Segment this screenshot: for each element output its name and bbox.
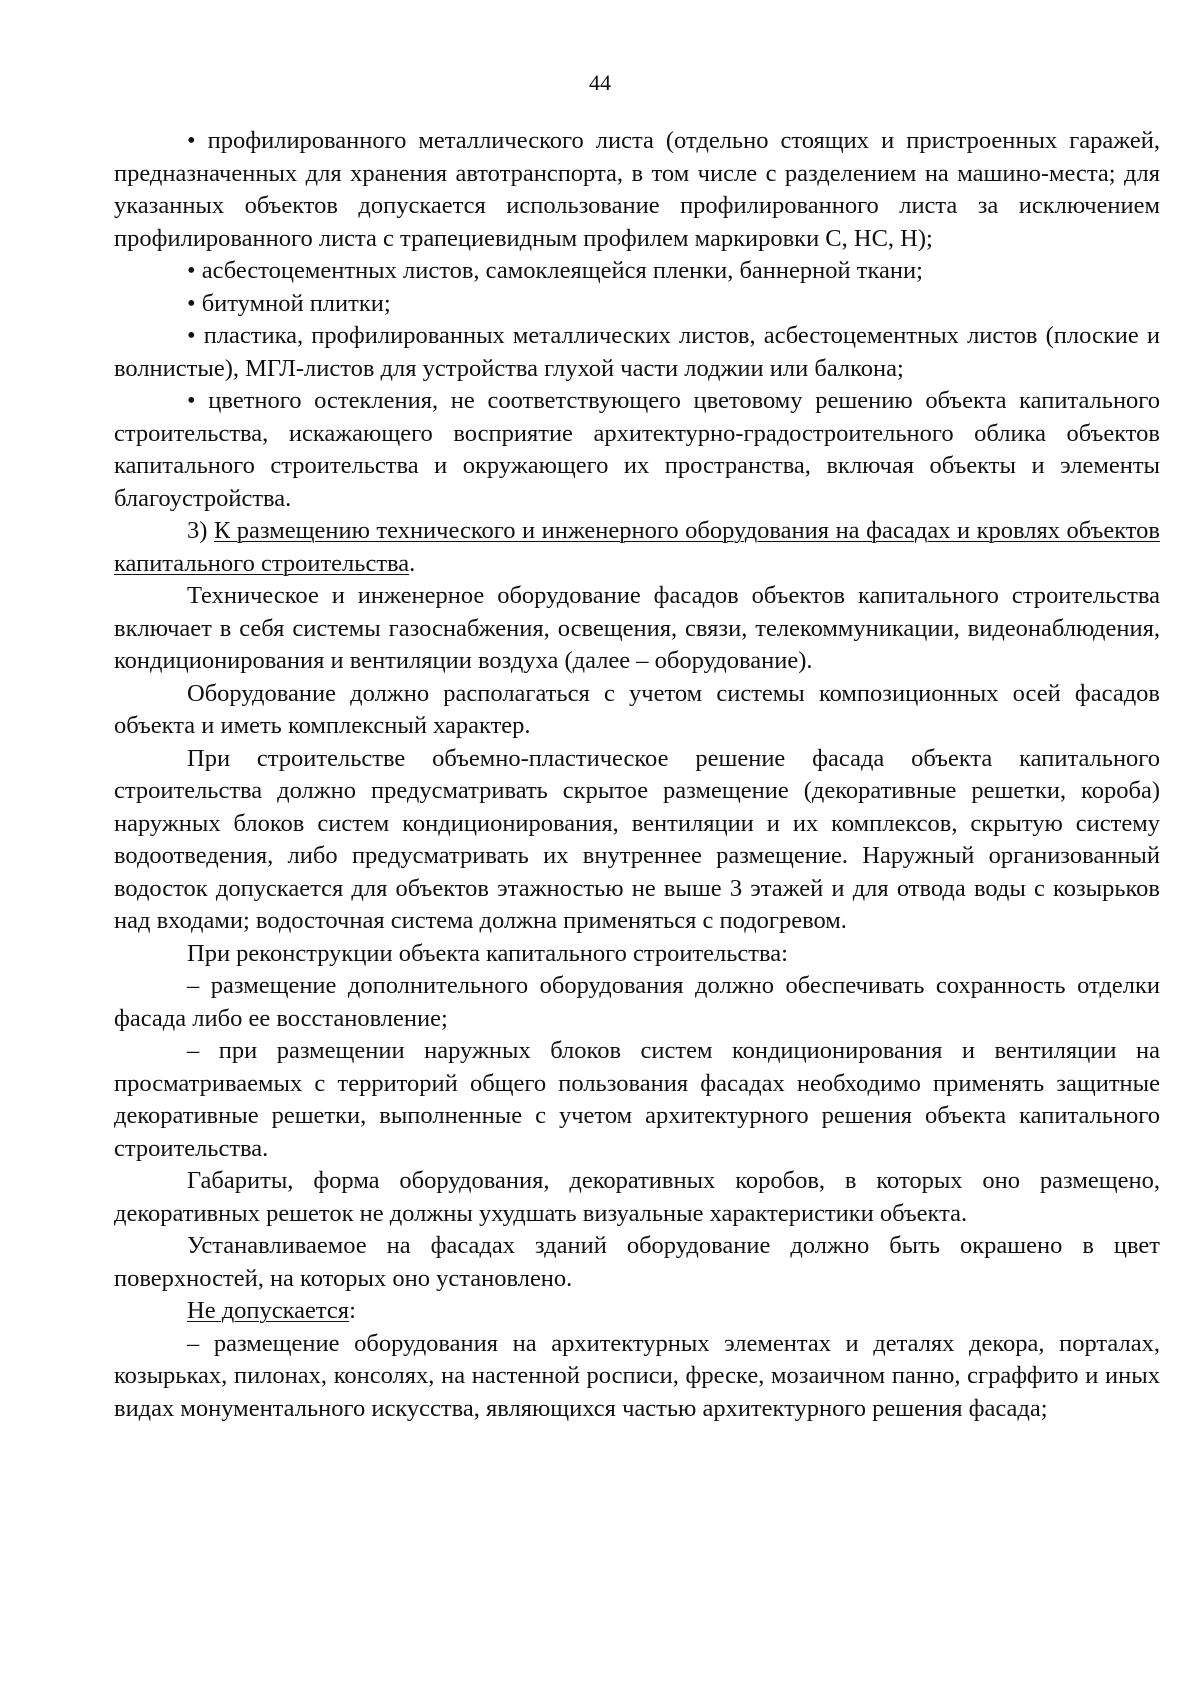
paragraph-equipment-definition: Техническое и инженерное оборудование фасадов объектов капитального строительства включает в себя системы газоснабжения, освещения, связи, телекоммуникации, видеонаблюдения, кондиционирования и вентиляции воздуха (далее – оборудование). — [114, 582, 1160, 674]
dash-item-decorative-grilles: – при размещении наружных блоков систем кондиционирования и вентиляции на просматриваемых с территорий общего пользования фасадах необходимо применять защитные декоративные решетки, выполненные с учетом архитектурного решения объекта капитального строительства. — [114, 1037, 1160, 1162]
not-allowed-heading — [114, 1295, 1160, 1328]
bullet-colored-glazing: • цветного остекления, не соответствующего цветовому решению объекта капитального строительства, искажающего восприятие архитектурно-градостроительного облика объектов капитального строительства и окружающего их пространства, включая объекты и элементы благоустройства. — [114, 387, 1160, 512]
paragraph-reconstruction: При реконструкции объекта капитального строительства: — [187, 939, 788, 967]
section-title-end: . — [409, 549, 416, 577]
section-title: К размещению технического и инженерного оборудования на фасадах и кровлях объектов капитального строительства — [114, 517, 1160, 577]
paragraph-construction: При строительстве объемно-пластическое решение фасада объекта капитального строительства должно предусматривать скрытое размещение (декоративные решетки, короба) наружных блоков систем кондиционирования, вентиляции и их комплексов, скрытую систему водоотведения, либо предусматривать их внутреннее размещение. Наружный организованный водосток допускается для объектов этажностью не выше 3 этажей и для отвода воды с козырьков над входами; водосточная система должна применяться с подогревом. — [114, 744, 1160, 934]
bullet-bitumen-tiles: • битумной плитки; — [187, 289, 391, 317]
paragraph-dimensions: Габариты, форма оборудования, декоративных коробов, в которых оно размещено, декоративных решеток не должны ухудшать визуальные характеристики объекта. — [114, 1167, 1160, 1227]
dash-item-finish-preservation: – размещение дополнительного оборудования должно обеспечивать сохранность отделки фасада либо ее восстановление; — [114, 972, 1160, 1032]
bullet-asbestos-sheets: • асбестоцементных листов, самоклеящейся пленки, баннерной ткани; — [187, 257, 923, 284]
paragraph-coloring: Устанавливаемое на фасадах зданий оборудование должно быть окрашено в цвет поверхностей, на которых оно установлено. — [114, 1232, 1160, 1292]
document-body — [114, 125, 1160, 1425]
not-allowed-colon: : — [349, 1297, 356, 1324]
dash-item-placement-restrictions: – размещение оборудования на архитектурных элементах и деталях декора, порталах, козырьках, пилонах, консолях, на настенной росписи, фреске, мозаичном панно, сграффито и иных видах монументального искусства, являющихся частью архитектурного решения фасада; — [114, 1329, 1160, 1422]
section-number: 3) — [187, 517, 214, 544]
page-number: 44 — [589, 70, 611, 95]
not-allowed-label: Не допускается — [187, 1297, 350, 1324]
bullet-profiled-metal-sheet: • профилированного металлического листа (отдельно стоящих и пристроенных гаражей, предназначенных для хранения автотранспорта, в том числе с разделением на машино-места; для указанных объектов допускается использование профилированного листа за исключением профилированного листа с трапециевидным профилем маркировки С, НС, Н); — [114, 127, 1160, 252]
section-3-heading — [114, 515, 1160, 580]
paragraph-equipment-axes: Оборудование должно располагаться с учетом системы композиционных осей фасадов объекта и иметь комплексный характер. — [114, 679, 1160, 739]
bullet-plastic-loggia: • пластика, профилированных металлических листов, асбестоцементных листов (плоские и волнистые), МГЛ-листов для устройства глухой части лоджии или балкона; — [114, 322, 1160, 382]
